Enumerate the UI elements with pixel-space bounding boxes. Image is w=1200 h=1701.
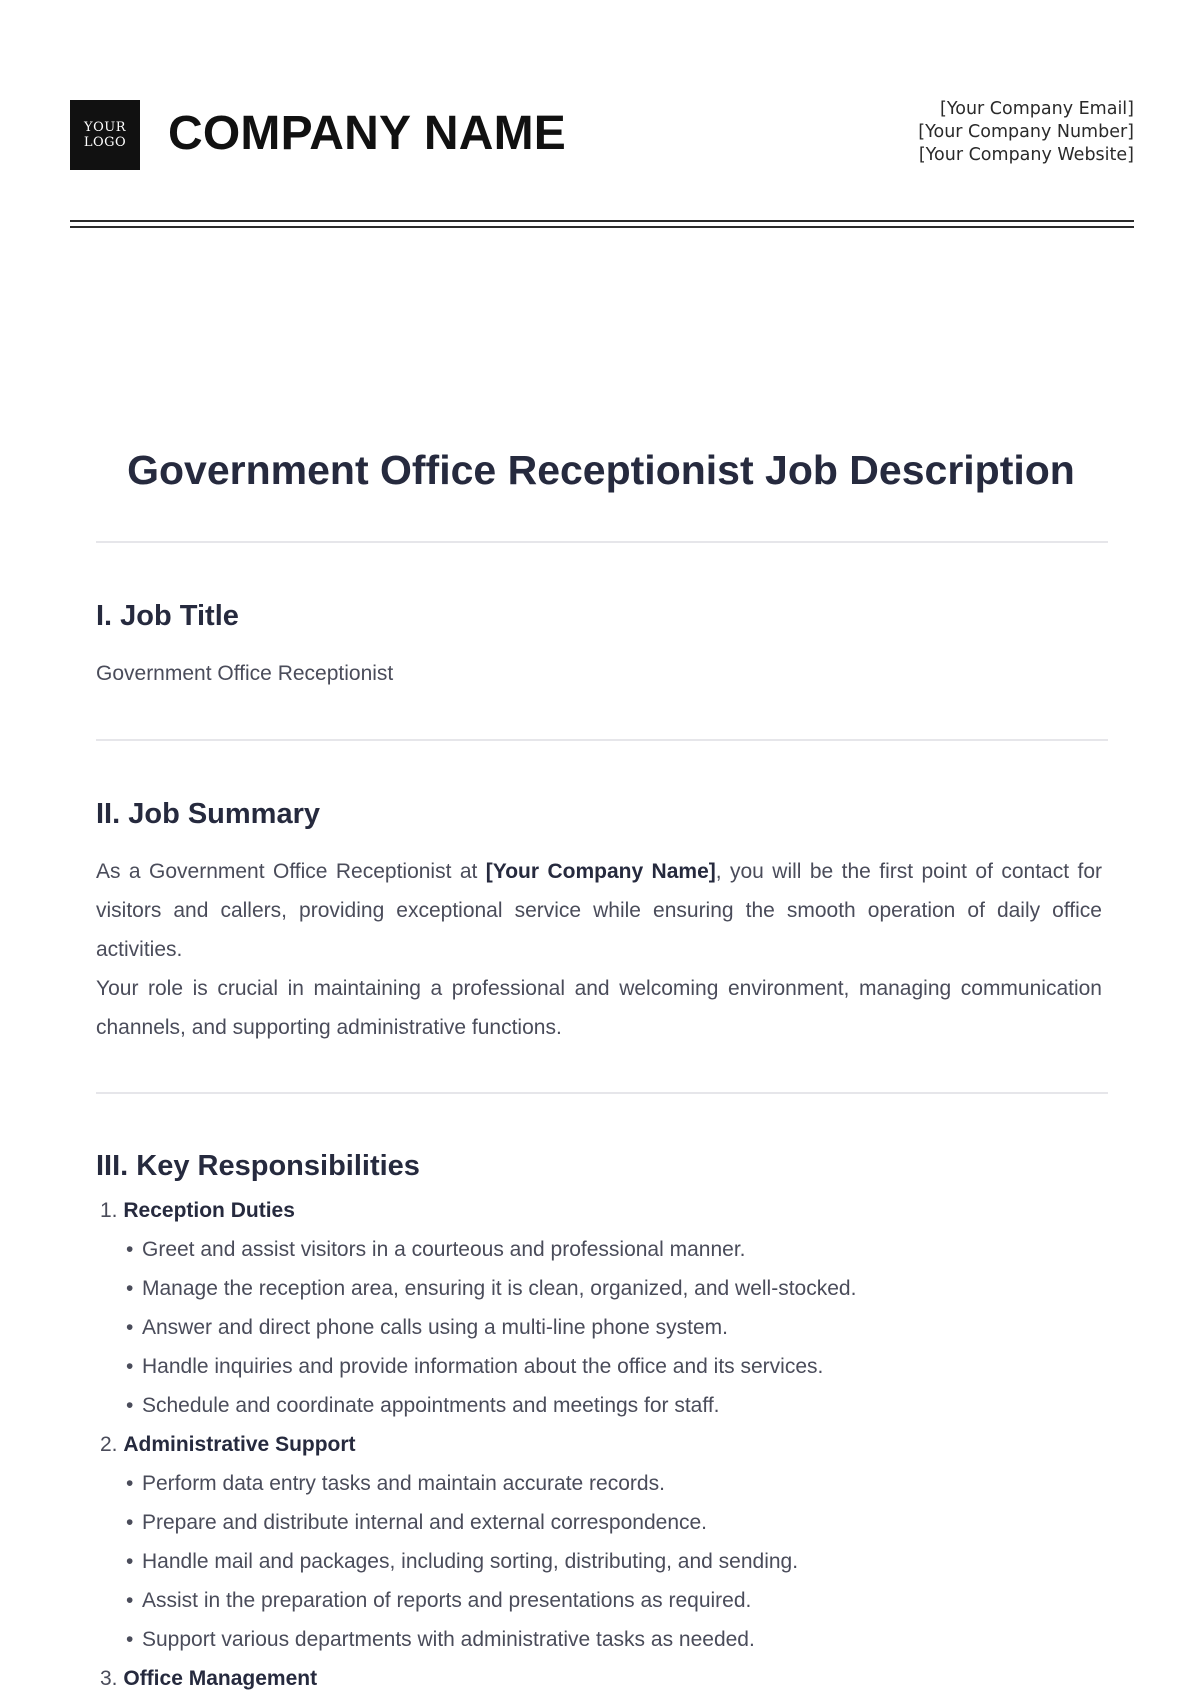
section-divider bbox=[96, 739, 1108, 741]
section-divider bbox=[96, 1092, 1108, 1094]
document-title: Government Office Receptionist Job Description bbox=[127, 447, 1075, 493]
list-item: • Schedule and coordinate appointments and meetings for staff. bbox=[126, 1386, 1102, 1425]
list-item: • Handle mail and packages, including sorting, distributing, and sending. bbox=[126, 1542, 1102, 1581]
job-summary-paragraph-2: Your role is crucial in maintaining a professional and welcoming environment, managing communication channels, and supporting administrative functions. bbox=[96, 977, 1102, 1039]
company-website: [Your Company Website] bbox=[918, 145, 1134, 165]
logo-text-line1: YOUR bbox=[84, 120, 126, 135]
summary-text-after: , you will be the first point of contact for visitors and callers, providing exceptional service while ensuring the smooth operation of daily office activities. bbox=[96, 860, 1102, 961]
company-contact-block bbox=[918, 98, 1134, 167]
company-name: COMPANY NAME bbox=[168, 107, 566, 160]
responsibility-group bbox=[96, 1425, 1102, 1659]
responsibilities-list bbox=[96, 1191, 1102, 1698]
list-item: • Support various departments with administrative tasks as needed. bbox=[126, 1620, 1102, 1659]
responsibility-title: Reception Duties bbox=[123, 1199, 295, 1222]
job-summary-body bbox=[96, 852, 1102, 1047]
list-number: 3. bbox=[100, 1667, 118, 1690]
company-name-placeholder: [Your Company Name] bbox=[485, 860, 716, 883]
responsibility-title: Office Management bbox=[123, 1667, 318, 1690]
header-rule-bottom bbox=[70, 226, 1134, 228]
company-email: [Your Company Email] bbox=[940, 99, 1134, 119]
list-item: • Answer and direct phone calls using a multi-line phone system. bbox=[126, 1308, 1102, 1347]
summary-text-before: As a Government Office Receptionist at bbox=[96, 860, 486, 883]
bullet-list bbox=[96, 1464, 1102, 1659]
header-rule-top bbox=[70, 220, 1134, 222]
section-divider bbox=[96, 541, 1108, 543]
job-summary-heading: II. Job Summary bbox=[96, 798, 321, 830]
bullet-list bbox=[96, 1230, 1102, 1425]
list-item: • Manage the reception area, ensuring it is clean, organized, and well-stocked. bbox=[126, 1269, 1102, 1308]
company-number: [Your Company Number] bbox=[918, 122, 1134, 142]
job-title-body: Government Office Receptionist bbox=[96, 662, 394, 685]
responsibility-group-title bbox=[96, 1191, 1102, 1230]
list-item: • Handle inquiries and provide information about the office and its services. bbox=[126, 1347, 1102, 1386]
list-number: 2. bbox=[100, 1433, 118, 1456]
responsibility-group-title bbox=[96, 1425, 1102, 1464]
key-responsibilities-heading: III. Key Responsibilities bbox=[96, 1150, 420, 1182]
company-logo bbox=[70, 100, 140, 170]
job-summary-paragraph-1 bbox=[96, 852, 1102, 969]
list-item: • Prepare and distribute internal and external correspondence. bbox=[126, 1503, 1102, 1542]
list-item: • Greet and assist visitors in a courteous and professional manner. bbox=[126, 1230, 1102, 1269]
responsibility-group bbox=[96, 1191, 1102, 1425]
job-title-heading: I. Job Title bbox=[96, 600, 239, 632]
logo-text-line2: LOGO bbox=[83, 135, 127, 150]
list-item: • Assist in the preparation of reports and presentations as required. bbox=[126, 1581, 1102, 1620]
responsibility-group-title bbox=[96, 1659, 1102, 1698]
responsibility-group bbox=[96, 1659, 1102, 1698]
list-number: 1. bbox=[100, 1199, 118, 1222]
list-item: • Perform data entry tasks and maintain accurate records. bbox=[126, 1464, 1102, 1503]
responsibility-title: Administrative Support bbox=[123, 1433, 356, 1456]
